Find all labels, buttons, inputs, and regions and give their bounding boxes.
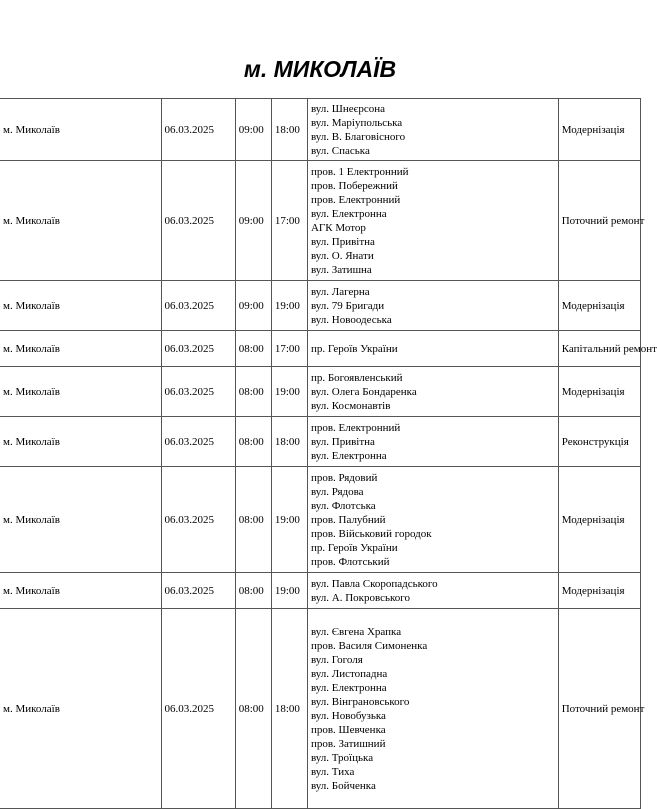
date-cell: 06.03.2025 xyxy=(161,467,235,573)
street-item: вул. Затишна xyxy=(310,263,372,276)
city-cell: м. Миколаїв xyxy=(0,99,161,161)
street-item: вул. В. Благовісного xyxy=(310,130,406,143)
work-type-cell: Модернізація xyxy=(558,573,640,609)
table-row xyxy=(0,573,641,609)
work-type-cell: Модернізація xyxy=(558,367,640,417)
street-item: вул. Маріупольська xyxy=(310,116,403,129)
date-cell: 06.03.2025 xyxy=(161,331,235,367)
end-time-cell: 17:00 xyxy=(271,331,307,367)
city-cell: м. Миколаїв xyxy=(0,609,161,809)
street-item: вул. Рядова xyxy=(310,485,364,498)
table-row xyxy=(0,281,641,331)
street-item: вул. Шнеєрсона xyxy=(310,102,385,115)
work-type-cell: Модернізація xyxy=(558,99,640,161)
street-item: вул. Тиха xyxy=(310,765,355,778)
city-cell: м. Миколаїв xyxy=(0,467,161,573)
start-time-cell: 09:00 xyxy=(235,161,271,281)
end-time-cell: 18:00 xyxy=(271,99,307,161)
streets-cell xyxy=(307,467,558,573)
street-item: пров. Військовий городок xyxy=(310,527,432,540)
table-row xyxy=(0,467,641,573)
date-cell: 06.03.2025 xyxy=(161,281,235,331)
streets-cell xyxy=(307,573,558,609)
date-cell: 06.03.2025 xyxy=(161,573,235,609)
streets-cell xyxy=(307,99,558,161)
work-type-cell: Поточний ремонт xyxy=(558,609,640,809)
start-time-cell: 08:00 xyxy=(235,331,271,367)
street-item: вул. Привітна xyxy=(310,235,375,248)
streets-cell xyxy=(307,281,558,331)
street-item: пров. Побережний xyxy=(310,179,398,192)
table-row xyxy=(0,609,641,809)
street-item: вул. Електронна xyxy=(310,207,387,220)
date-cell: 06.03.2025 xyxy=(161,609,235,809)
street-item: вул. Спаська xyxy=(310,144,370,157)
table-row xyxy=(0,331,641,367)
work-type-cell: Капітальний ремонт xyxy=(558,331,640,367)
street-item: пров. Василя Симоненка xyxy=(310,639,428,652)
street-item: пр. Героїв України xyxy=(310,541,398,554)
street-item: вул. Космонавтів xyxy=(310,399,391,412)
street-item: вул. Троїцька xyxy=(310,751,374,764)
city-cell: м. Миколаїв xyxy=(0,331,161,367)
streets-cell xyxy=(307,161,558,281)
street-item: пров. Електронний xyxy=(310,421,401,434)
end-time-cell: 19:00 xyxy=(271,367,307,417)
street-item: пров. Електронний xyxy=(310,193,401,206)
work-type-cell: Поточний ремонт xyxy=(558,161,640,281)
streets-cell xyxy=(307,367,558,417)
table-row xyxy=(0,417,641,467)
table-row xyxy=(0,99,641,161)
end-time-cell: 18:00 xyxy=(271,417,307,467)
start-time-cell: 08:00 xyxy=(235,417,271,467)
city-cell: м. Миколаїв xyxy=(0,281,161,331)
start-time-cell: 08:00 xyxy=(235,573,271,609)
street-item: пров. 1 Електронний xyxy=(310,165,409,178)
streets-cell xyxy=(307,609,558,809)
end-time-cell: 19:00 xyxy=(271,573,307,609)
street-item: вул. О. Янати xyxy=(310,249,374,262)
street-item: пр. Богоявленський xyxy=(310,371,403,384)
street-item: АГК Мотор xyxy=(310,221,366,234)
date-cell: 06.03.2025 xyxy=(161,417,235,467)
street-item: вул. Електронна xyxy=(310,449,387,462)
table-row xyxy=(0,367,641,417)
outage-schedule-table xyxy=(0,98,657,809)
city-cell: м. Миколаїв xyxy=(0,367,161,417)
work-type-cell: Модернізація xyxy=(558,281,640,331)
start-time-cell: 08:00 xyxy=(235,367,271,417)
start-time-cell: 09:00 xyxy=(235,281,271,331)
street-item: вул. 79 Бригади xyxy=(310,299,385,312)
street-item: пров. Палубний xyxy=(310,513,386,526)
end-time-cell: 19:00 xyxy=(271,281,307,331)
date-cell: 06.03.2025 xyxy=(161,161,235,281)
page-title: м. МИКОЛАЇВ xyxy=(243,56,397,82)
street-item: вул. Олега Бондаренка xyxy=(310,385,417,398)
street-item: вул. Гоголя xyxy=(310,653,363,666)
street-item: вул. Бойченка xyxy=(310,779,376,792)
street-item: пров. Рядовий xyxy=(310,471,378,484)
street-item: вул. Новобузька xyxy=(310,709,386,722)
street-item: вул. Новоодеська xyxy=(310,313,392,326)
street-item: вул. Привітна xyxy=(310,435,375,448)
city-cell: м. Миколаїв xyxy=(0,573,161,609)
date-cell: 06.03.2025 xyxy=(161,99,235,161)
street-item: вул. Флотська xyxy=(310,499,376,512)
city-cell: м. Миколаїв xyxy=(0,417,161,467)
end-time-cell: 18:00 xyxy=(271,609,307,809)
street-item: вул. Євгена Храпка xyxy=(310,625,402,638)
street-item: вул. Листопадна xyxy=(310,667,388,680)
street-item: пров. Затишний xyxy=(310,737,386,750)
work-type-cell: Реконструкція xyxy=(558,417,640,467)
street-item: пров. Шевченка xyxy=(310,723,386,736)
work-type-cell: Модернізація xyxy=(558,467,640,573)
streets-cell xyxy=(307,331,558,367)
street-item: вул. А. Покровського xyxy=(310,591,411,604)
start-time-cell: 09:00 xyxy=(235,99,271,161)
table-row xyxy=(0,161,641,281)
street-item: вул. Електронна xyxy=(310,681,387,694)
start-time-cell: 08:00 xyxy=(235,609,271,809)
date-cell: 06.03.2025 xyxy=(161,367,235,417)
end-time-cell: 17:00 xyxy=(271,161,307,281)
end-time-cell: 19:00 xyxy=(271,467,307,573)
streets-cell xyxy=(307,417,558,467)
street-item: вул. Павла Скоропадського xyxy=(310,577,438,590)
street-item: вул. Вінграновського xyxy=(310,695,410,708)
street-item: вул. Лагерна xyxy=(310,285,370,298)
street-item: пров. Флотський xyxy=(310,555,390,568)
city-cell: м. Миколаїв xyxy=(0,161,161,281)
start-time-cell: 08:00 xyxy=(235,467,271,573)
street-item: пр. Героїв України xyxy=(310,342,398,355)
